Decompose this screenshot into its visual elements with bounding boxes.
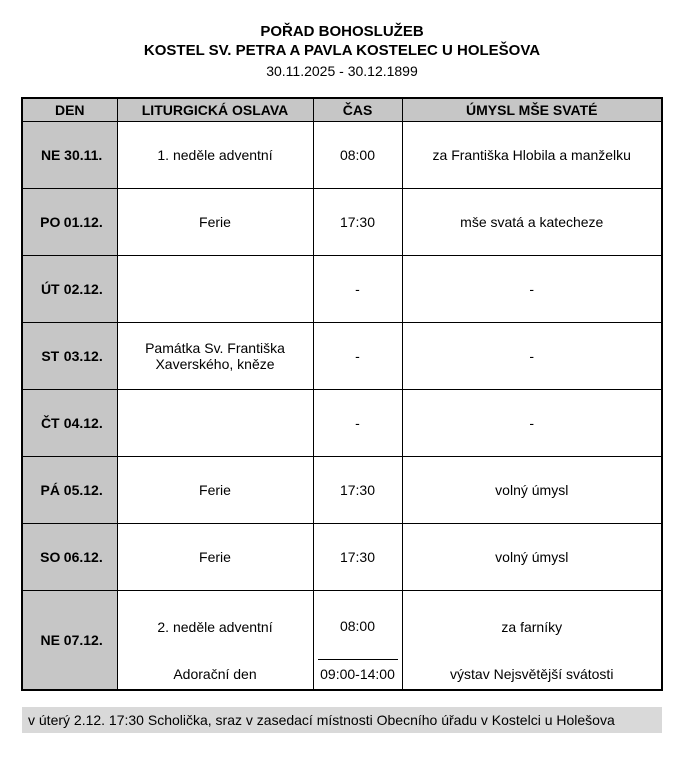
footer-note: v úterý 2.12. 17:30 Scholička, sraz v zasedací místnosti Obecního úřadu v Kostelci u Holešova — [22, 707, 662, 733]
intention-cell: mše svatá a katecheze — [402, 189, 662, 256]
table-row — [22, 256, 662, 323]
day-abbrev: ČT — [40, 415, 60, 431]
day-abbrev: PO — [40, 214, 61, 230]
table-row — [22, 457, 662, 524]
celebration-cell: Ferie — [117, 457, 313, 524]
day-cell — [22, 591, 117, 691]
date-range: 30.11.2025 - 30.12.1899 — [266, 63, 418, 79]
day-cell — [22, 524, 117, 591]
celebration-cell-wrap — [122, 593, 309, 687]
intention-cell: - — [402, 323, 662, 390]
schedule-table — [21, 97, 663, 691]
time-cell: - — [313, 390, 402, 457]
day-abbrev: ST — [41, 348, 60, 364]
day-abbrev: NE — [40, 632, 60, 648]
day-date: 02.12. — [63, 281, 103, 297]
day-date: 06.12. — [63, 549, 103, 565]
day-cell — [22, 323, 117, 390]
celebration-line-2: Adorační den — [173, 665, 257, 682]
col-header-liturgicka-oslava: LITURGICKÁ OSLAVA — [117, 98, 313, 122]
day-cell — [22, 457, 117, 524]
time-line-2: 09:00-14:00 — [318, 659, 398, 687]
intention-cell: volný úmysl — [402, 457, 662, 524]
celebration-cell — [117, 390, 313, 457]
intention-cell — [402, 591, 662, 691]
document-header — [0, 0, 684, 81]
celebration-cell — [117, 256, 313, 323]
day-date: 07.12. — [63, 632, 103, 648]
time-cell: 17:30 — [313, 457, 402, 524]
celebration-line-1: 2. neděle adventní — [157, 618, 273, 635]
time-cell: 08:00 — [313, 122, 402, 189]
day-abbrev: SO — [40, 549, 61, 565]
col-header-den: DEN — [22, 98, 117, 122]
intention-cell: - — [402, 390, 662, 457]
day-cell — [22, 189, 117, 256]
intention-cell: za Františka Hlobila a manželku — [402, 122, 662, 189]
day-date: 30.11. — [64, 147, 103, 163]
celebration-cell: 1. neděle adventní — [117, 122, 313, 189]
table-row — [22, 390, 662, 457]
day-date: 03.12. — [63, 348, 103, 364]
celebration-cell: Památka Sv. Františka Xaverského, kněze — [117, 323, 313, 390]
intention-cell: - — [402, 256, 662, 323]
table-row — [22, 122, 662, 189]
day-date: 04.12. — [63, 415, 103, 431]
table-row — [22, 189, 662, 256]
col-header-umysl: ÚMYSL MŠE SVATÉ — [402, 98, 662, 122]
table-row — [22, 524, 662, 591]
time-cell: - — [313, 256, 402, 323]
day-cell — [22, 390, 117, 457]
intention-line-2: výstav Nejsvětější svátosti — [450, 665, 614, 682]
day-cell — [22, 256, 117, 323]
time-cell-wrap — [318, 593, 398, 687]
time-cell: 17:30 — [313, 189, 402, 256]
celebration-cell: Ferie — [117, 189, 313, 256]
day-abbrev: NE — [40, 147, 61, 163]
celebration-cell: Ferie — [117, 524, 313, 591]
day-abbrev: PÁ — [40, 482, 60, 498]
page-title: POŘAD BOHOSLUŽEB — [260, 23, 424, 40]
table-header-row — [22, 98, 662, 122]
col-header-cas: ČAS — [313, 98, 402, 122]
table-row-last — [22, 591, 662, 691]
time-cell — [313, 591, 402, 691]
day-cell — [22, 122, 117, 189]
intention-line-1: za farníky — [501, 618, 563, 635]
table-row — [22, 323, 662, 390]
day-date: 05.12. — [63, 482, 103, 498]
day-abbrev: ÚT — [40, 281, 60, 297]
time-cell: 17:30 — [313, 524, 402, 591]
intention-cell: volný úmysl — [402, 524, 662, 591]
celebration-cell — [117, 591, 313, 691]
time-cell: - — [313, 323, 402, 390]
time-line-1: 08:00 — [339, 618, 376, 634]
intention-cell-wrap — [407, 593, 658, 687]
day-date: 01.12. — [63, 214, 103, 230]
page-subtitle: KOSTEL SV. PETRA A PAVLA KOSTELEC U HOLEŠOVA — [143, 42, 541, 59]
